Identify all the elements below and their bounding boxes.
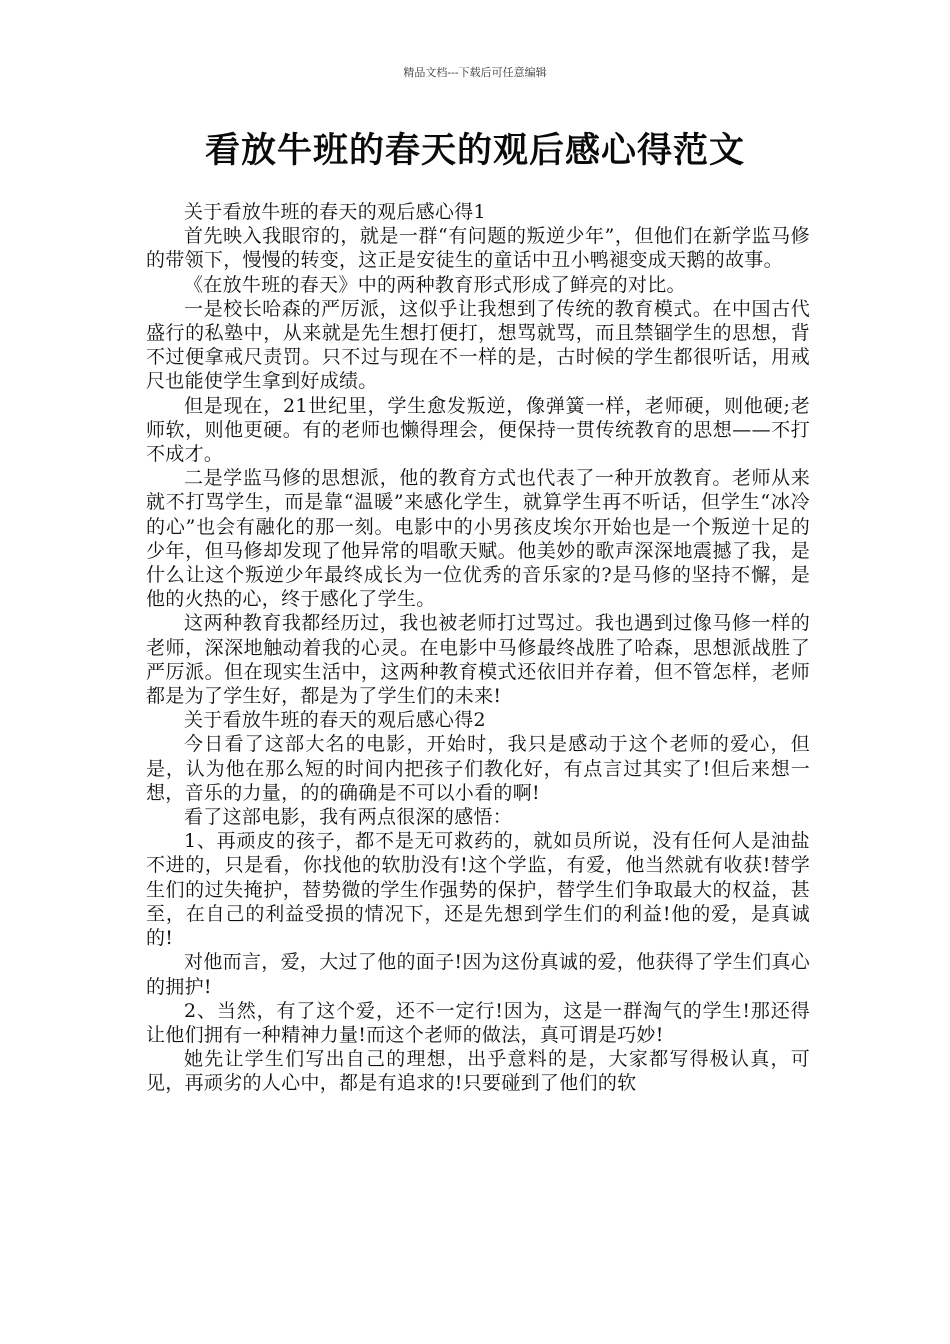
paragraph: 一是校长哈森的严厉派，这似乎让我想到了传统的教育模式。在中国古代盛行的私塾中，从来就是先生想打便打，想骂就骂，而且禁锢学生的思想，背不过便拿戒尺责罚。只不过与现在不一样的是，古时候的学生都很听话，用戒尺也能使学生拿到好成绩。 <box>146 297 810 393</box>
paragraph: 1、再顽皮的孩子，都不是无可救药的，就如员所说，没有任何人是油盐不进的，只是看，你找他的软肋没有!这个学监，有爱，他当然就有收获!替学生们的过失掩护，替势微的学生作强势的保护，替学生们争取最大的权益，甚至，在自己的利益受损的情况下，还是先想到学生们的利益!他的爱，是真诚的! <box>146 830 810 950</box>
section-heading-2: 关于看放牛班的春天的观后感心得2 <box>184 709 486 732</box>
paragraph: 首先映入我眼帘的，就是一群“有问题的叛逆少年”，但他们在新学监马修的带领下，慢慢的转变，这正是安徒生的童话中丑小鸭褪变成天鹅的故事。 <box>146 225 810 272</box>
paragraph: 今日看了这部大名的电影，开始时，我只是感动于这个老师的爱心，但是，认为他在那么短的时间内把孩子们教化好，有点言过其实了!但后来想一想，音乐的力量，的的确确是不可以小看的啊! <box>146 733 810 804</box>
paragraph: 但是现在，21世纪里，学生愈发叛逆，像弹簧一样，老师硬，则他硬;老师软，则他更硬。有的老师也懒得理会，便保持一贯传统教育的思想——不打不成才。 <box>146 394 810 466</box>
document-title: 看放牛班的春天的观后感心得范文 <box>204 131 745 171</box>
document-body <box>146 200 810 1096</box>
paragraph: 《在放牛班的春天》中的两种教育形式形成了鲜亮的对比。 <box>184 273 686 296</box>
paragraph: 二是学监马修的思想派，他的教育方式也代表了一种开放教育。老师从来就不打骂学生，而是靠“温暖”来感化学生，就算学生再不听话，但学生“冰冷的心”也会有融化的那一刻。电影中的小男孩皮埃尔开始也是一个叛逆十足的少年，但马修却发现了他异常的唱歌天赋。他美妙的歌声深深地震撼了我，是什么让这个叛逆少年最终成长为一位优秀的音乐家的?是马修的坚持不懈，是他的火热的心，终于感化了学生。 <box>146 467 810 611</box>
paragraph: 这两种教育我都经历过，我也被老师打过骂过。我也遇到过像马修一样的老师，深深地触动着我的心灵。在电影中马修最终战胜了哈森，思想派战胜了严厉派。但在现实生活中，这两种教育模式还依旧并存着，但不管怎样，老师都是为了学生好，都是为了学生们的未来! <box>146 612 810 708</box>
paragraph: 2、当然，有了这个爱，还不一定行!因为，这是一群淘气的学生!那还得让他们拥有一种精神力量!而这个老师的做法，真可谓是巧妙! <box>146 999 810 1046</box>
paragraph: 她先让学生们写出自己的理想，出乎意料的是，大家都写得极认真，可见，再顽劣的人心中，都是有追求的!只要碰到了他们的软 <box>146 1048 810 1095</box>
paragraph: 看了这部电影，我有两点很深的感悟： <box>184 806 513 829</box>
paragraph: 对他而言，爱，大过了他的面子!因为这份真诚的爱，他获得了学生们真心的拥护! <box>146 951 810 998</box>
section-heading-1: 关于看放牛班的春天的观后感心得1 <box>184 201 486 223</box>
page-header: 精品文档---下载后可任意编辑 <box>403 66 547 79</box>
